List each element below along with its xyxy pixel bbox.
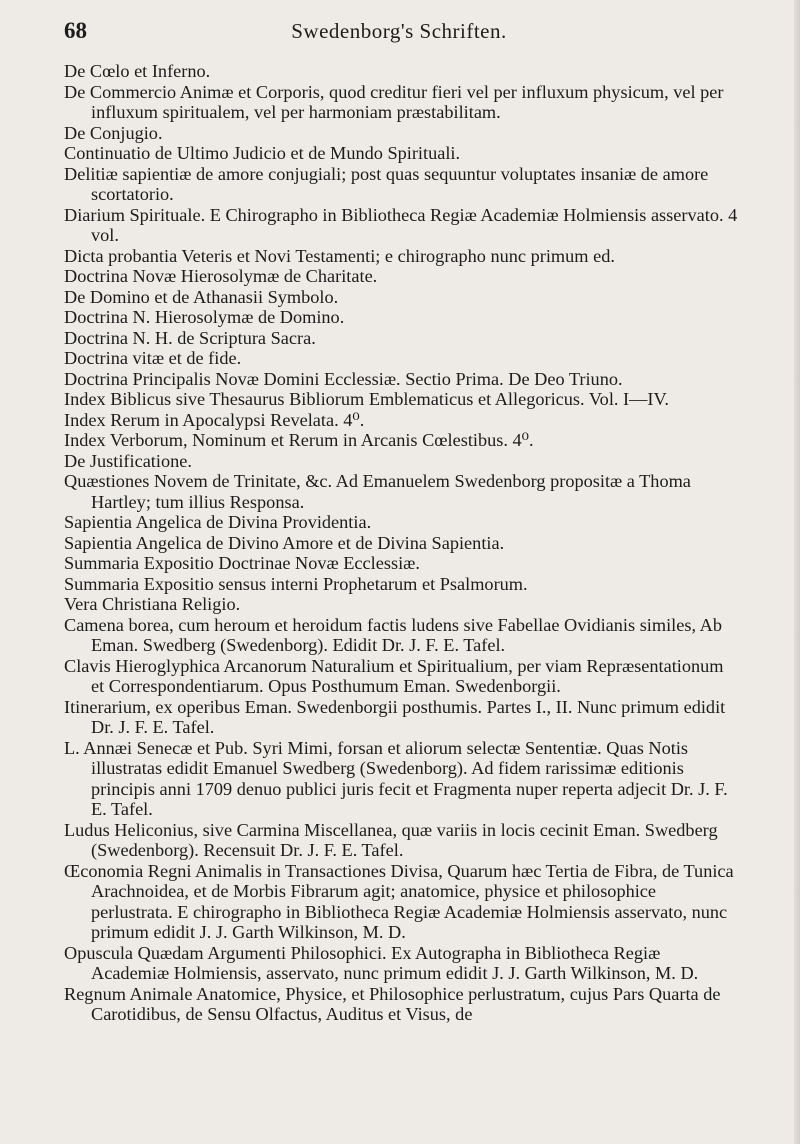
bibliography-entry: Clavis Hieroglyphica Arcanorum Naturalium et Spiritualium, per viam Repræsentationum et Correspondentiarum. Opus Posthumum Eman. Swedenborgii. [64,655,724,696]
bibliography-entry: Œconomia Regni Animalis in Transactiones Divisa, Quarum hæc Tertia de Fibra, de Tunica Arachnoidea, et de Morbis Fibrarum agit; anatomice, physice et philosophice perlustrata. E chirographo in Bibliotheca Regiæ Academiæ Holmiensis asservato, nunc primum edidit J. J. Garth Wilkinson, M. D. [64,860,734,942]
bibliography-entry: Doctrina N. H. de Scriptura Sacra. [64,327,316,348]
page-number: 68 [64,18,87,43]
bibliography-entry: Opuscula Quædam Argumenti Philosophici. Ex Autographa in Bibliotheca Regiæ Academiæ Holmiensis, asservato, nunc primum edidit J. J. Garth Wilkinson, M. D. [64,942,699,983]
page-edge [794,0,800,1144]
bibliography-entry: Index Verborum, Nominum et Rerum in Arcanis Cœlestibus. 4⁰. [64,430,534,450]
bibliography-entry: De Cœlo et Inferno. [64,61,211,81]
bibliography-entry: De Justificatione. [64,450,192,471]
bibliography-entry: Summaria Expositio sensus interni Prophetarum et Psalmorum. [64,573,528,594]
bibliography-entry: Dicta probantia Veteris et Novi Testamenti; e chirographo nunc primum ed. [64,245,615,266]
bibliography-entry: Camena borea, cum heroum et heroidum factis ludens sive Fabellae Ovidianis similes, Ab Eman. Swedberg (Swedenborg). Edidit Dr. J. F. E. Tafel. [64,614,722,655]
bibliography-entry: Ludus Heliconius, sive Carmina Miscellanea, quæ variis in locis cecinit Eman. Swedberg (Swedenborg). Recensuit Dr. J. F. E. Tafel. [64,819,718,860]
bibliography-entry: Doctrina Principalis Novæ Domini Ecclessiæ. Sectio Prima. De Deo Triuno. [64,368,623,389]
bibliography-entry: Quæstiones Novem de Trinitate, &c. Ad Emanuelem Swedenborg propositæ a Thoma Hartley; tum illius Responsa. [64,471,691,512]
running-title: Swedenborg's Schriften. [291,19,507,43]
bibliography-entry: Index Biblicus sive Thesaurus Bibliorum Emblematicus et Allegoricus. Vol. I—IV. [64,389,669,409]
bibliography-entry: L. Annæi Senecæ et Pub. Syri Mimi, forsan et aliorum selectæ Sententiæ. Quas Notis illustratas edidit Emanuel Swedberg (Swedenborg). Ad fidem rarissimæ editionis principis anni 1709 denuo publici juris fecit et Fragmenta nuper reperta adjecit Dr. J. F. E. Tafel. [64,737,728,819]
bibliography-entry: De Conjugio. [64,122,163,143]
bibliography-entry: Sapientia Angelica de Divina Providentia. [64,512,372,532]
bibliography-entry: Sapientia Angelica de Divino Amore et de Divina Sapientia. [64,532,505,553]
bibliography-entry: Doctrina vitæ et de fide. [64,348,242,368]
bibliography-entry: Regnum Animale Anatomice, Physice, et Philosophice perlustratum, cujus Pars Quarta de Carotidibus, de Sensu Olfactus, Auditus et Visus, de [64,983,721,1024]
bibliography-entry: Index Rerum in Apocalypsi Revelata. 4⁰. [64,409,365,430]
bibliography-entry: Summaria Expositio Doctrinae Novæ Ecclessiæ. [64,553,420,573]
bibliography-entry: Delitiæ sapientiæ de amore conjugiali; post quas sequuntur voluptates insaniæ de amore scortatorio. [64,163,709,204]
bibliography-entry: Doctrina N. Hierosolymæ de Domino. [64,307,345,327]
bibliography-list [64,61,739,1025]
bibliography-entry: Vera Christiana Religio. [64,594,241,614]
bibliography-entry: De Commercio Animæ et Corporis, quod creditur fieri vel per influxum physicum, vel per influxum spiritualem, vel per harmoniam præstabilitam. [64,81,724,122]
bibliography-entry: De Domino et de Athanasii Symbolo. [64,286,339,307]
bibliography-entry: Diarium Spirituale. E Chirographo in Bibliotheca Regiæ Academiæ Holmiensis asservato. 4 vol. [64,204,738,245]
bibliography-entry: Doctrina Novæ Hierosolymæ de Charitate. [64,266,378,286]
page-header [64,18,734,48]
bibliography-entry: Continuatio de Ultimo Judicio et de Mundo Spirituali. [64,143,461,163]
bibliography-entry: Itinerarium, ex operibus Eman. Swedenborgii posthumis. Partes I., II. Nunc primum edidit Dr. J. F. E. Tafel. [64,696,726,737]
